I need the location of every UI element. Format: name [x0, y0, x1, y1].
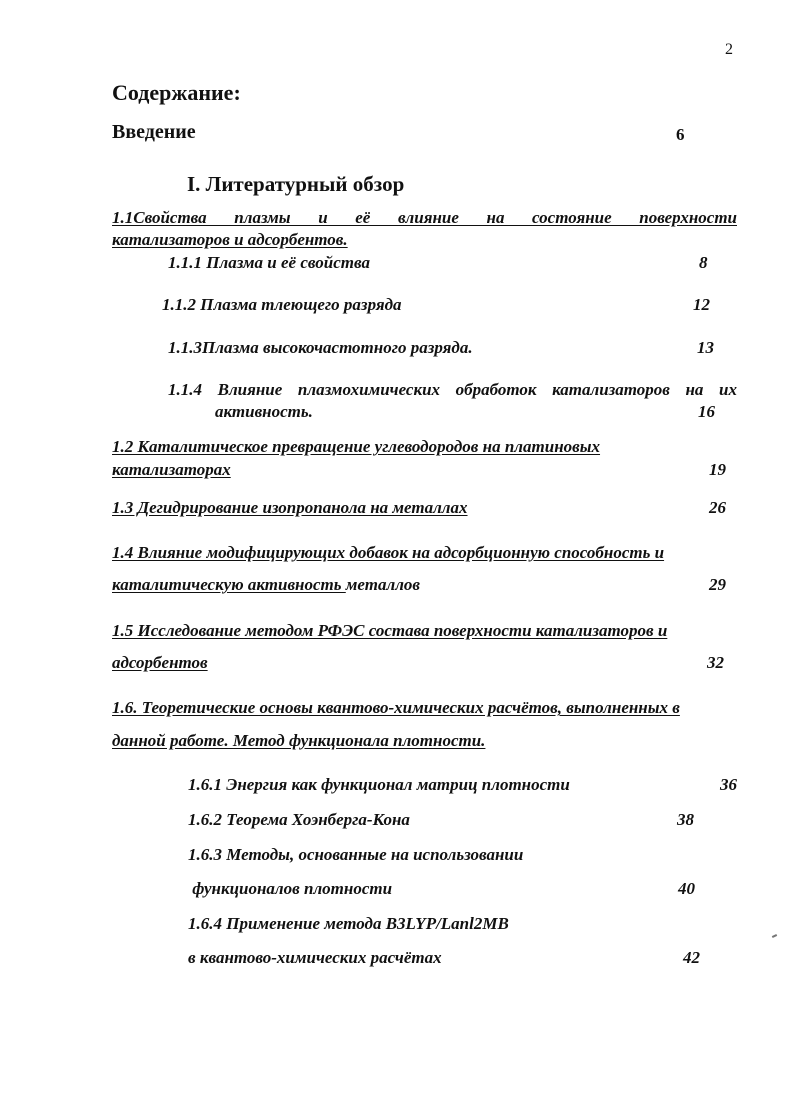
entry-label: 1.6.2 Теорема Хоэнберга-Кона	[188, 810, 410, 829]
entry-page: 13	[697, 338, 714, 357]
entry-line-2: адсорбентов	[112, 653, 208, 672]
entry-line-1: 1.4 Влияние модифицирующих добавок на адсорбционную способность и	[112, 543, 665, 562]
entry-page: 8	[699, 253, 708, 272]
page-number: 2	[725, 41, 733, 58]
entry-page: 36	[720, 775, 737, 794]
entry-label: 1.1.2 Плазма тлеющего разряда	[162, 295, 402, 314]
entry-line-1: 1.6.4 Применение метода B3LYP/Lanl2MB	[188, 914, 509, 933]
entry-line-2: активность.	[215, 402, 313, 421]
entry-label: 1.1.1 Плазма и её свойства	[168, 253, 370, 272]
intro-page: 6	[676, 125, 685, 144]
entry-line-2-underlined: каталитическую активность	[112, 575, 346, 594]
entry-page: 16	[698, 402, 715, 421]
entry-label: 1.1.3Плазма высокочастотного разряда.	[168, 338, 473, 357]
entry-line-2: данной работе. Метод функционала плотности.	[112, 731, 486, 750]
entry-page: 19	[709, 460, 726, 479]
entry-page: 29	[709, 575, 726, 594]
entry-line-1: 1.5 Исследование методом РФЭС состава поверхности катализаторов и	[112, 621, 668, 640]
entry-line-2: катализаторах	[112, 460, 231, 479]
entry-line-1: 1.1.4 Влияние плазмохимических обработок катализаторов на их	[168, 380, 737, 399]
entry-line-2: в квантово-химических расчётах	[188, 948, 442, 967]
entry-line-2: функционалов плотности	[188, 879, 393, 898]
entry-page: 42	[683, 948, 700, 967]
entry-page: 12	[693, 295, 710, 314]
entry-line-2	[112, 575, 420, 595]
entry-page: 32	[707, 653, 724, 672]
entry-page: 38	[677, 810, 694, 829]
chapter-title: I. Литературный обзор	[187, 172, 405, 196]
entry-line-1: 1.6.3 Методы, основанные на использовании	[188, 845, 524, 864]
scan-speck	[772, 934, 777, 938]
entry-line-1: 1.2 Каталитическое превращение углеводородов на платиновых	[112, 437, 601, 456]
entry-label: 1.6.1 Энергия как функционал матриц плотности	[188, 775, 570, 794]
entry-page: 40	[678, 879, 695, 898]
entry-line-2: катализаторов и адсорбентов.	[112, 230, 348, 249]
entry-label: 1.3 Дегидрирование изопропанола на металлах	[112, 498, 468, 517]
entry-line-2-rest: металлов	[345, 575, 421, 594]
entry-line-1: 1.1Свойства плазмы и её влияние на состояние поверхности	[112, 208, 737, 227]
entry-page: 26	[709, 498, 726, 517]
entry-line-1: 1.6. Теоретические основы квантово-химических расчётов, выполненных в	[112, 698, 680, 717]
intro-label: Введение	[112, 121, 196, 143]
toc-heading: Содержание:	[112, 80, 241, 105]
